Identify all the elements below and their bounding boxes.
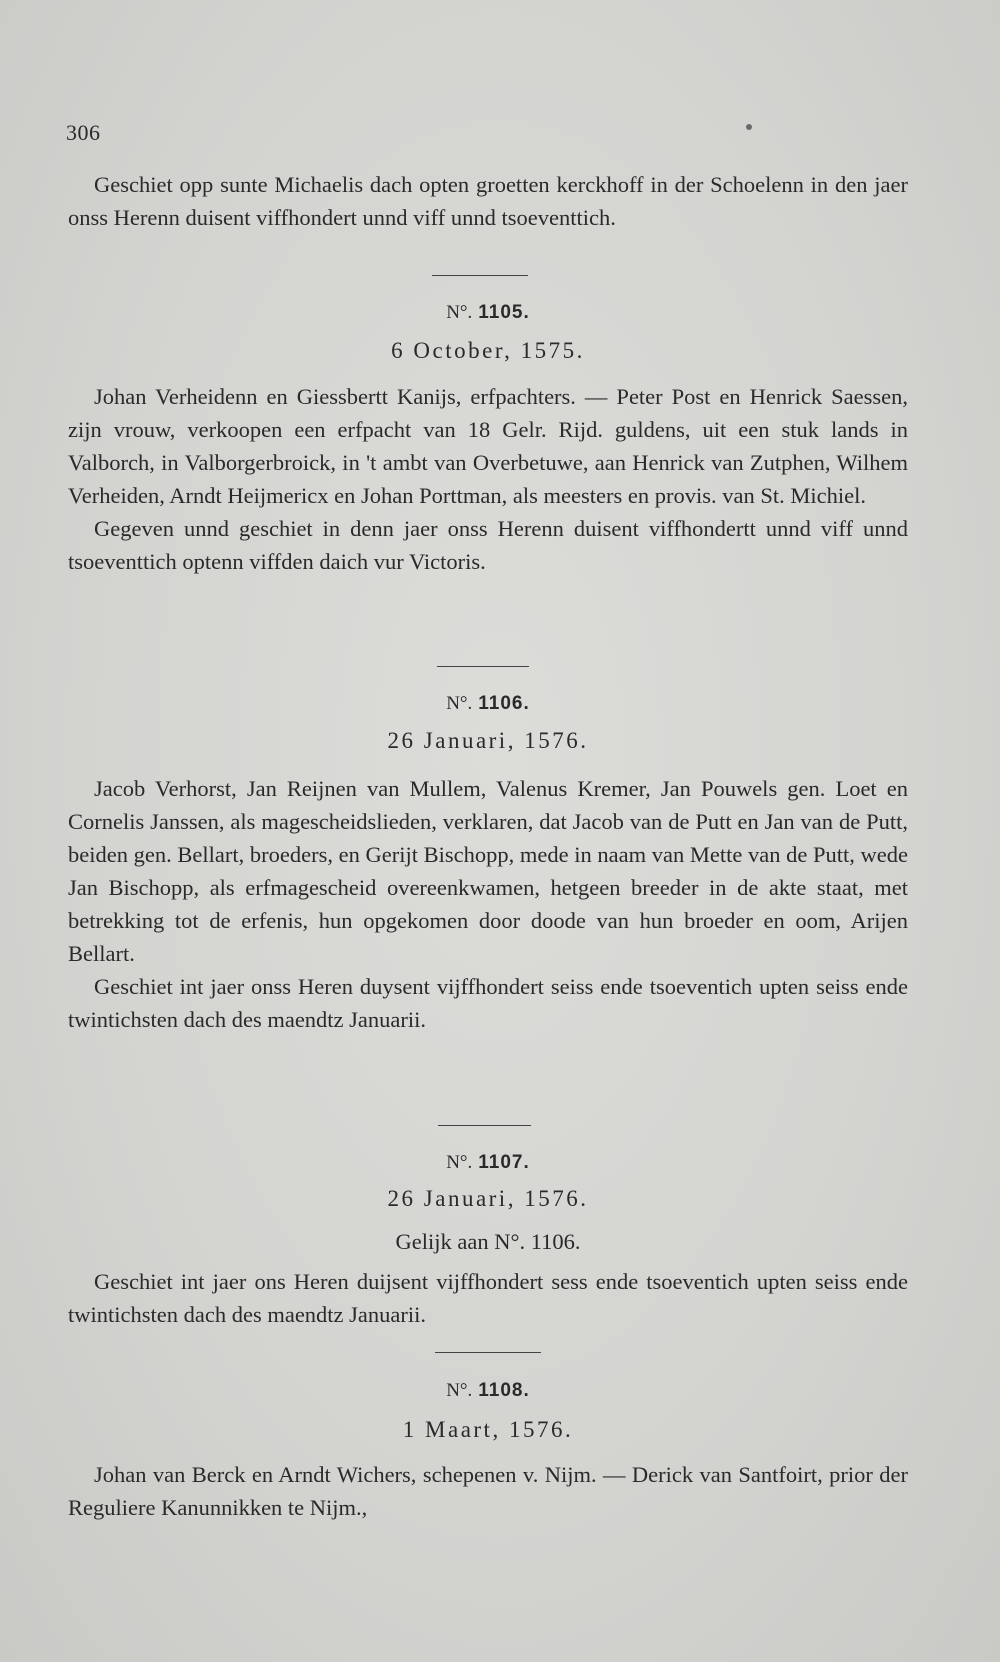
entry-body (68, 1265, 908, 1331)
intro-section (68, 168, 908, 234)
entry-paragraph: Gegeven unnd geschiet in denn jaer onss Herenn duisent viffhondertt unnd viff unnd tsoeventtich optenn viffden daich vur Victoris. (68, 516, 908, 574)
entry-number-value: 1105. (478, 302, 530, 323)
section-divider (438, 1125, 531, 1126)
entry-paragraph: Johan Verheidenn en Giessbertt Kanijs, erfpachters. — Peter Post en Henrick Saessen, zijn vrouw, verkoopen een erfpacht van 18 Gelr. Rijd. guldens, uit een stuk lands in Valborch, in Valborgerbroick, in 't ambt van Overbetuwe, aan Henrick van Zutphen, Wilhem Verheiden, Arndt Heijmericx en Johan Porttman, als meesters en provis. van St. Michiel. (68, 384, 908, 508)
entry-number (68, 302, 908, 324)
section-divider (435, 1352, 541, 1353)
intro-paragraph: Geschiet opp sunte Michaelis dach opten groetten kerckhoff in der Schoelenn in den jaer onss Herenn duisent viffhondert unnd viff unnd tsoeventtich. (68, 172, 908, 230)
entry-number-value: 1106. (478, 693, 530, 714)
entry-body (68, 772, 908, 1036)
entry-number-prefix: N°. (446, 302, 473, 323)
entry-subtitle: Gelijk aan N°. 1106. (395, 1229, 581, 1254)
entry-body (68, 1458, 908, 1524)
ink-speck (746, 124, 752, 130)
entry-date: 1 Maart, 1576. (402, 1417, 574, 1442)
entry-number (68, 1152, 908, 1174)
entry-date: 6 October, 1575. (391, 338, 585, 363)
entry-number-prefix: N°. (446, 1152, 473, 1173)
entry-number-prefix: N°. (446, 1380, 473, 1401)
entry-date: 26 Januari, 1576. (387, 728, 589, 753)
entry-body (68, 380, 908, 578)
entry-paragraph: Geschiet int jaer onss Heren duysent vijffhondert seiss ende tsoeventich upten seiss ende twintichsten dach des maendtz Januarii. (68, 974, 908, 1032)
entry-number-value: 1108. (478, 1380, 530, 1401)
entry-paragraph: Geschiet int jaer ons Heren duijsent vijffhondert sess ende tsoeventich upten seiss ende twintichsten dach des maendtz Januarii. (68, 1269, 908, 1327)
entry-paragraph: Jacob Verhorst, Jan Reijnen van Mullem, Valenus Kremer, Jan Pouwels gen. Loet en Cornelis Janssen, als magescheidslieden, verklaren, dat Jacob van de Putt en Jan van de Putt, beiden gen. Bellart, broeders, en Gerijt Bischopp, mede in naam van Mette van de Putt, wede Jan Bischopp, als erfmagescheid overeenkwamen, hetgeen breeder in de akte staat, met betrekking tot de erfenis, hun opgekomen door doode van hun broeder en oom, Arijen Bellart. (68, 776, 908, 966)
entry-number (68, 693, 908, 715)
entry-number (68, 1380, 908, 1402)
section-divider (432, 275, 528, 276)
section-divider (437, 666, 529, 667)
entry-date: 26 Januari, 1576. (387, 1186, 589, 1211)
entry-number-value: 1107. (478, 1152, 530, 1173)
page-number: 306 (66, 120, 101, 145)
entry-paragraph: Johan van Berck en Arndt Wichers, schepenen v. Nijm. — Derick van Santfoirt, prior der Reguliere Kanunnikken te Nijm., (68, 1462, 908, 1520)
entry-number-prefix: N°. (446, 693, 473, 714)
